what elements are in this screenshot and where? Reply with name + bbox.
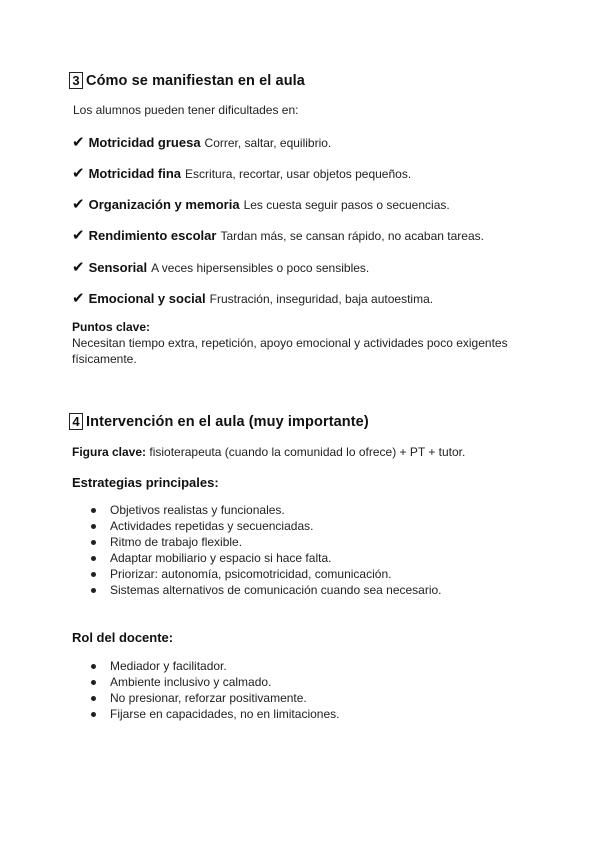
check-icon: ✔ (72, 227, 85, 244)
list-item: No presionar, reforzar positivamente. (89, 690, 339, 706)
strategies-heading: Estrategias principales: (72, 475, 219, 490)
check-item-term: Motricidad fina (88, 166, 182, 181)
check-item-desc: Tardan más, se cansan rápido, no acaban tareas. (220, 229, 484, 243)
check-item-desc: Correr, saltar, equilibrio. (204, 136, 332, 150)
check-item-term: Rendimiento escolar (88, 228, 217, 243)
check-icon: ✔ (72, 165, 85, 182)
list-item: Ritmo de trabajo flexible. (89, 534, 442, 550)
check-item (72, 289, 433, 307)
key-points-text-line2: físicamente. (72, 352, 137, 366)
check-icon: ✔ (72, 196, 85, 213)
check-item-term: Emocional y social (88, 291, 206, 306)
check-item-desc: Frustración, inseguridad, baja autoestima. (209, 292, 434, 306)
bullet-icon (91, 680, 96, 685)
strategies-list (89, 502, 442, 598)
teacher-role-list (89, 658, 339, 722)
check-item-desc: A veces hipersensibles o poco sensibles. (151, 261, 370, 275)
check-item (72, 195, 450, 213)
bullet-icon (91, 524, 96, 529)
bullet-icon (91, 712, 96, 717)
check-item (72, 226, 484, 244)
list-item: Actividades repetidas y secuenciadas. (89, 518, 442, 534)
key-points-label: Puntos clave: (72, 320, 151, 334)
figure-label: Figura clave: (72, 445, 147, 459)
list-item: Sistemas alternativos de comunicación cuando sea necesario. (89, 582, 442, 598)
check-item (72, 164, 411, 182)
bullet-icon (91, 556, 96, 561)
teacher-role-heading: Rol del docente: (72, 630, 174, 645)
list-item: Mediador y facilitador. (89, 658, 339, 674)
section-number-badge: 3 (69, 72, 83, 89)
check-item-term: Organización y memoria (88, 197, 240, 212)
check-item-term: Motricidad gruesa (88, 135, 201, 150)
bullet-icon (91, 588, 96, 593)
list-item: Adaptar mobiliario y espacio si hace falta. (89, 550, 442, 566)
bullet-icon (91, 572, 96, 577)
check-item (72, 133, 331, 151)
key-points-text-line1: Necesitan tiempo extra, repetición, apoyo emocional y actividades poco exigentes (72, 336, 508, 350)
list-item: Priorizar: autonomía, psicomotricidad, comunicación. (89, 566, 442, 582)
bullet-icon (91, 664, 96, 669)
list-item: Ambiente inclusivo y calmado. (89, 674, 339, 690)
check-item-desc: Escritura, recortar, usar objetos pequeños. (185, 167, 412, 181)
bullet-icon (91, 540, 96, 545)
check-icon: ✔ (72, 290, 85, 307)
section-4-heading (69, 413, 369, 430)
bullet-icon (91, 508, 96, 513)
bullet-icon (91, 696, 96, 701)
check-item-desc: Les cuesta seguir pasos o secuencias. (243, 198, 450, 212)
check-icon: ✔ (72, 259, 85, 276)
figure-text: fisioterapeuta (cuando la comunidad lo ofrece) + PT + tutor. (149, 445, 466, 459)
section-3-heading (69, 72, 305, 89)
section-3-intro: Los alumnos pueden tener dificultades en: (73, 103, 299, 117)
figure-line (72, 445, 465, 459)
section-4-title: Intervención en el aula (muy importante) (86, 413, 369, 430)
section-number-badge: 4 (69, 413, 83, 430)
check-icon: ✔ (72, 134, 85, 151)
check-item-term: Sensorial (88, 260, 148, 275)
list-item: Objetivos realistas y funcionales. (89, 502, 442, 518)
list-item: Fijarse en capacidades, no en limitaciones. (89, 706, 339, 722)
check-item (72, 258, 369, 276)
section-3-title: Cómo se manifiestan en el aula (86, 72, 305, 89)
